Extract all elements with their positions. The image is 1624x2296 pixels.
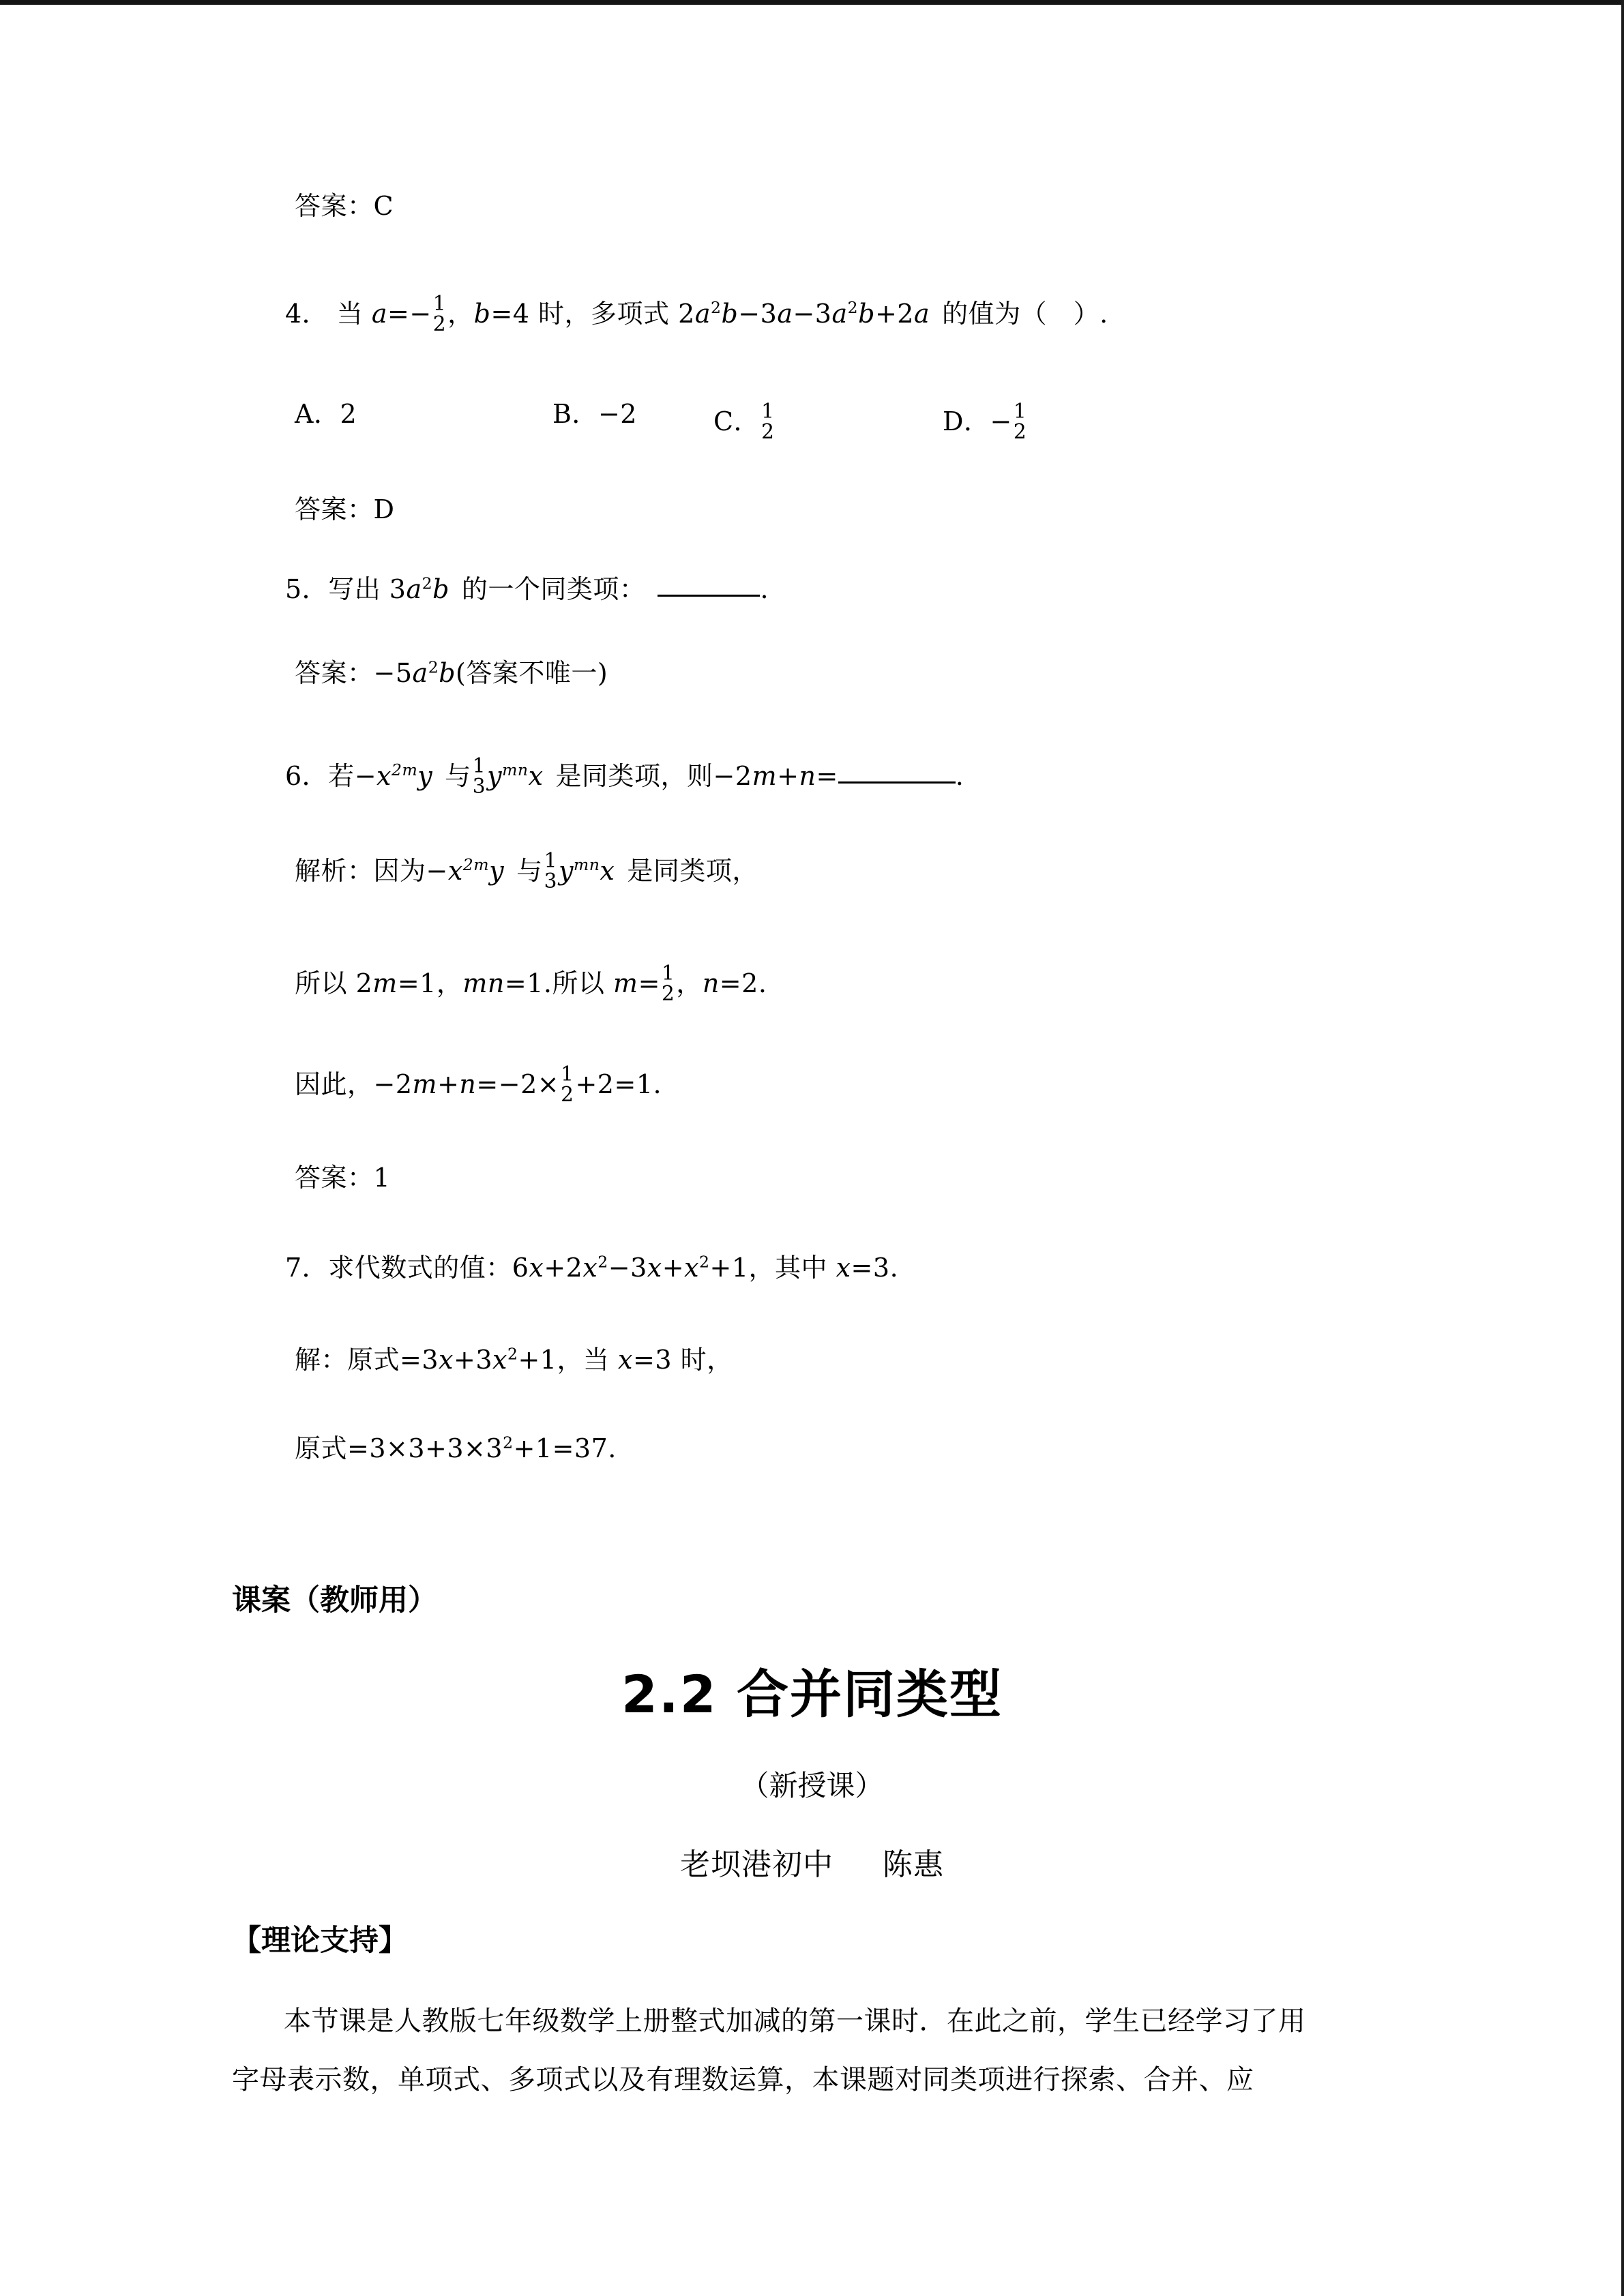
question-6-y2: y bbox=[487, 760, 503, 791]
analysis-x2: x bbox=[600, 855, 615, 886]
question-6-answer-blank[interactable] bbox=[838, 781, 956, 784]
question-6-x2: x bbox=[528, 760, 544, 791]
question-4-minus2: −3 bbox=[793, 298, 832, 329]
option-c-label: C． bbox=[713, 406, 761, 436]
question-4-a1: a bbox=[694, 298, 711, 329]
question-7-x4-exp: 2 bbox=[699, 1252, 710, 1272]
lesson-plan-byline bbox=[0, 1840, 1624, 1883]
question-6-x1-exp: 2m bbox=[391, 760, 418, 780]
option-a[interactable] bbox=[295, 401, 357, 427]
answer-5-label: 答案： bbox=[295, 658, 374, 688]
answer-line-6: 答案：1 bbox=[295, 1163, 391, 1193]
question-4-a2: a bbox=[777, 298, 793, 329]
sol-line1-pre: 原式=3 bbox=[347, 1345, 439, 1375]
question-5-text-post: 的一个同类项： bbox=[461, 574, 646, 604]
step2-c: =2. bbox=[719, 968, 767, 998]
option-b-value: −2 bbox=[597, 399, 637, 429]
analysis-with: 与 bbox=[516, 855, 543, 886]
answer-5-var-a: a bbox=[412, 658, 428, 688]
step2-m: m bbox=[372, 968, 398, 998]
option-d-fraction: 1 2 bbox=[1013, 399, 1027, 444]
sol-plus2: +1，当 bbox=[518, 1345, 619, 1375]
question-4-poly-lead: 多项式 2 bbox=[591, 298, 695, 329]
question-6-fraction-third: 1 3 bbox=[472, 754, 486, 799]
step2-mn: mn bbox=[462, 968, 505, 998]
question-5-tail: . bbox=[760, 574, 769, 604]
analysis-fraction-third: 1 3 bbox=[544, 848, 557, 893]
analysis-y1: y bbox=[489, 855, 505, 886]
option-a-value: 2 bbox=[340, 399, 357, 429]
step2-n: n bbox=[702, 968, 720, 998]
question-6-text-pre: 若− bbox=[328, 760, 377, 791]
step3-eq: =−2× bbox=[476, 1069, 560, 1099]
analysis-label: 解析： bbox=[295, 855, 374, 886]
option-c[interactable] bbox=[713, 401, 776, 442]
step2-fraction-half: 1 2 bbox=[661, 961, 675, 1006]
question-6 bbox=[285, 754, 964, 799]
option-b-label: B． bbox=[552, 399, 598, 429]
sol-plus1: +3 bbox=[453, 1345, 493, 1375]
question-6-analysis-line-1 bbox=[295, 850, 758, 891]
question-4-tail: 的值为（ ）. bbox=[942, 298, 1108, 329]
step3-fraction-half: 1 2 bbox=[561, 1062, 574, 1107]
answer-5-var-b: b bbox=[439, 658, 456, 688]
lesson-plan-kean-label: 课案（教师用） bbox=[232, 1583, 437, 1617]
analysis-y2-exp: mn bbox=[573, 855, 600, 875]
question-7-x2: x bbox=[582, 1253, 598, 1283]
question-4-b1: b bbox=[721, 298, 739, 329]
question-7-x5: x bbox=[836, 1253, 851, 1283]
question-4-var-a: a bbox=[371, 298, 388, 329]
answer-line-4: 答案：D bbox=[295, 494, 395, 524]
question-4-b2: b bbox=[858, 298, 875, 329]
option-a-label: A． bbox=[295, 399, 340, 429]
question-4-eq2: =4 时， bbox=[490, 298, 591, 329]
question-4-a3-exp: 2 bbox=[847, 298, 859, 318]
question-7-plus1: +2 bbox=[544, 1253, 583, 1283]
sol-tail: =3 时， bbox=[632, 1345, 733, 1375]
step3-tail: +2=1. bbox=[575, 1069, 662, 1099]
option-b[interactable] bbox=[552, 401, 637, 427]
analysis-y2: y bbox=[558, 855, 574, 886]
question-6-m: m bbox=[752, 760, 778, 791]
question-7 bbox=[285, 1252, 899, 1283]
theory-paragraph-line-2: 字母表示数，单项式、多项式以及有理数运算，本课题对同类项进行探索、合并、应 bbox=[232, 2064, 1254, 2096]
option-d-label: D． bbox=[943, 406, 990, 436]
theory-paragraph-line-1: 本节课是人教版七年级数学上册整式加减的第一课时．在此之前，学生已经学习了用 bbox=[284, 2006, 1306, 2037]
question-6-with: 与 bbox=[445, 760, 471, 791]
question-7-plus3: +1，其中 bbox=[709, 1253, 836, 1283]
question-6-y2-exp: mn bbox=[502, 760, 529, 780]
question-7-x1: x bbox=[529, 1253, 544, 1283]
answer-line-3: 答案：C bbox=[295, 191, 394, 221]
lesson-plan-title: 2.2 合并同类型 bbox=[621, 1664, 1003, 1725]
scan-edge-top bbox=[0, 0, 1624, 5]
question-4-plus1: +2 bbox=[874, 298, 914, 329]
question-4-fraction-half: 1 2 bbox=[432, 291, 447, 336]
step2-a: =1， bbox=[397, 968, 463, 998]
sol-x2-exp: 2 bbox=[507, 1344, 518, 1364]
step3-pre: 因此，−2 bbox=[295, 1069, 413, 1099]
question-5-answer-blank[interactable] bbox=[658, 595, 760, 597]
question-7-tail: =3. bbox=[851, 1253, 899, 1283]
byline-school: 老坝港初中 bbox=[680, 1847, 833, 1882]
step2-pre: 所以 2 bbox=[295, 968, 373, 998]
question-5 bbox=[285, 573, 769, 604]
option-c-fraction: 1 2 bbox=[761, 399, 775, 444]
question-6-y1: y bbox=[417, 760, 433, 791]
question-5-exp: 2 bbox=[422, 573, 433, 593]
byline-author: 陈惠 bbox=[883, 1847, 944, 1882]
question-6-plus: + bbox=[777, 760, 799, 791]
question-7-x4: x bbox=[684, 1253, 700, 1283]
answer-5-pre: −5 bbox=[373, 658, 413, 688]
question-6-n: n bbox=[799, 760, 816, 791]
analysis-x1: x bbox=[447, 855, 463, 886]
answer-5-exp: 2 bbox=[428, 657, 439, 677]
step2-b: =1.所以 bbox=[504, 968, 614, 998]
question-4-var-b: b bbox=[473, 298, 491, 329]
option-d[interactable] bbox=[943, 401, 1028, 442]
question-6-eq: = bbox=[816, 760, 838, 791]
analysis-pre: 因为− bbox=[373, 855, 448, 886]
solution-label: 解： bbox=[295, 1345, 348, 1375]
analysis-mid: 是同类项， bbox=[627, 855, 758, 886]
question-6-tail: . bbox=[955, 760, 964, 791]
option-d-sign: − bbox=[990, 406, 1012, 436]
step2-eq: = bbox=[638, 968, 660, 998]
answer-5-note: (答案不唯一) bbox=[456, 658, 608, 688]
section-heading-theory-support: 【理论支持】 bbox=[232, 1924, 408, 1958]
question-5-number: 5． bbox=[285, 574, 329, 604]
question-5-var-b: b bbox=[432, 574, 449, 604]
step3-plus: + bbox=[437, 1069, 460, 1099]
question-4-number: 4． bbox=[285, 298, 329, 329]
analysis-x1-exp: 2m bbox=[462, 855, 490, 875]
question-4-lead: 当 bbox=[336, 298, 364, 329]
question-6-x1: x bbox=[377, 760, 392, 791]
question-6-step-2 bbox=[295, 963, 767, 1004]
question-7-plus2: + bbox=[662, 1253, 685, 1283]
question-4-a3: a bbox=[831, 298, 848, 329]
sol-line2-pre: 原式=3×3+3×3 bbox=[295, 1433, 503, 1463]
answer-line-5 bbox=[295, 657, 608, 688]
step2-m2: m bbox=[613, 968, 638, 998]
sol-line2-tail: +1=37. bbox=[513, 1433, 617, 1463]
question-7-minus1: −3 bbox=[608, 1253, 647, 1283]
scan-edge-right bbox=[1621, 0, 1624, 2296]
question-7-number: 7． bbox=[285, 1253, 329, 1283]
question-7-text-pre: 求代数式的值：6 bbox=[328, 1253, 529, 1283]
question-6-step-3 bbox=[295, 1064, 662, 1105]
question-4-comma: ， bbox=[447, 298, 474, 329]
sol-x1: x bbox=[439, 1345, 454, 1375]
question-7-x3: x bbox=[647, 1253, 662, 1283]
question-5-var-a: a bbox=[406, 574, 422, 604]
question-4 bbox=[285, 293, 1108, 334]
question-7-solution-line-1 bbox=[295, 1344, 733, 1375]
step3-m: m bbox=[412, 1069, 438, 1099]
step3-n: n bbox=[459, 1069, 477, 1099]
question-4-a1-exp: 2 bbox=[710, 298, 722, 318]
sol-x2: x bbox=[492, 1345, 507, 1375]
question-7-x2-exp: 2 bbox=[597, 1252, 608, 1272]
question-4-minus1: −3 bbox=[738, 298, 778, 329]
step2-comma: ， bbox=[676, 968, 703, 998]
question-5-text-pre: 写出 3 bbox=[328, 574, 407, 604]
question-4-eq1: =− bbox=[387, 298, 432, 329]
sol-line2-exp: 2 bbox=[503, 1433, 514, 1452]
question-6-number: 6． bbox=[285, 760, 329, 791]
question-7-solution-line-2 bbox=[295, 1435, 617, 1461]
lesson-plan-subtitle: （新授课） bbox=[740, 1769, 884, 1802]
question-6-text-mid: 是同类项，则−2 bbox=[555, 760, 752, 791]
sol-x3: x bbox=[618, 1345, 633, 1375]
question-4-a4: a bbox=[914, 298, 930, 329]
